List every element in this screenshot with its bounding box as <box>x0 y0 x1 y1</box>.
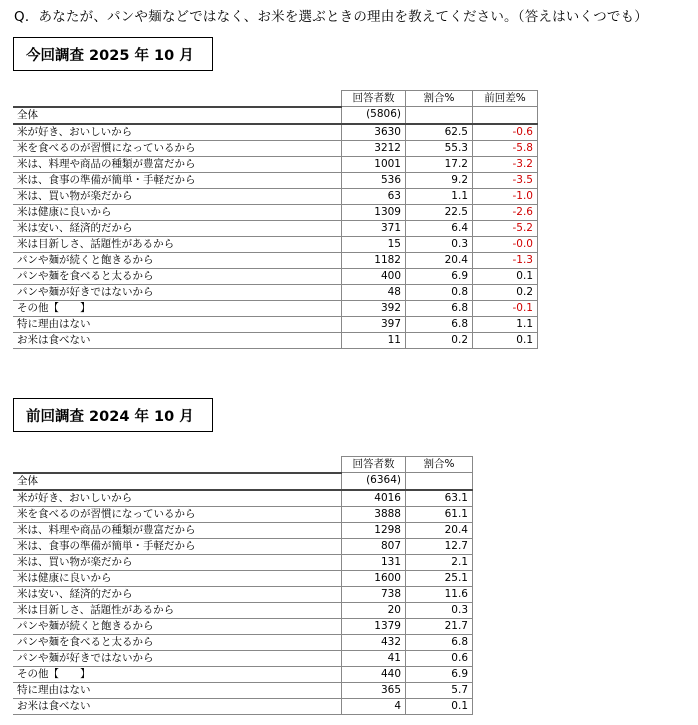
row-count: 20 <box>342 602 406 618</box>
row-pct: 17.2 <box>406 156 473 172</box>
table-row <box>13 300 538 316</box>
total-row <box>13 107 538 124</box>
total-pct-empty <box>406 107 473 124</box>
row-count: 400 <box>342 268 406 284</box>
table-row <box>13 698 473 714</box>
row-label: お米は食べない <box>13 698 342 714</box>
row-count: 397 <box>342 316 406 332</box>
row-pct: 22.5 <box>406 204 473 220</box>
table-row <box>13 252 538 268</box>
row-label: 米が好き、おいしいから <box>13 490 342 507</box>
header-pct: 割合% <box>406 457 473 473</box>
row-count: 536 <box>342 172 406 188</box>
row-pct: 61.1 <box>406 506 473 522</box>
row-diff: -5.2 <box>473 220 538 236</box>
row-count: 365 <box>342 682 406 698</box>
row-count: 48 <box>342 284 406 300</box>
header-count: 回答者数 <box>342 457 406 473</box>
row-pct: 6.4 <box>406 220 473 236</box>
row-diff: 0.2 <box>473 284 538 300</box>
row-pct: 20.4 <box>406 522 473 538</box>
row-label: パンや麺を食べると太るから <box>13 634 342 650</box>
row-label: 米は健康に良いから <box>13 570 342 586</box>
row-diff: -3.5 <box>473 172 538 188</box>
current-survey-title: 今回調査 2025 年 10 月 <box>13 37 213 71</box>
row-count: 4016 <box>342 490 406 507</box>
row-diff: -2.6 <box>473 204 538 220</box>
row-pct: 0.1 <box>406 698 473 714</box>
table-row <box>13 220 538 236</box>
row-label: 米は、買い物が楽だから <box>13 188 342 204</box>
row-diff: -1.3 <box>473 252 538 268</box>
table-row <box>13 602 473 618</box>
current-survey-table <box>13 90 538 349</box>
header-pct: 割合% <box>406 91 473 107</box>
row-pct: 12.7 <box>406 538 473 554</box>
row-count: 738 <box>342 586 406 602</box>
row-pct: 2.1 <box>406 554 473 570</box>
row-count: 1182 <box>342 252 406 268</box>
total-row <box>13 473 473 490</box>
table-row <box>13 316 538 332</box>
row-pct: 11.6 <box>406 586 473 602</box>
table-row <box>13 284 538 300</box>
table-row <box>13 268 538 284</box>
row-count: 1379 <box>342 618 406 634</box>
table-row <box>13 506 473 522</box>
row-count: 1309 <box>342 204 406 220</box>
row-label: 米は、買い物が楽だから <box>13 554 342 570</box>
row-label: パンや麺が続くと飽きるから <box>13 252 342 268</box>
row-pct: 20.4 <box>406 252 473 268</box>
row-label: 米は、食事の準備が簡単・手軽だから <box>13 538 342 554</box>
row-label: パンや麺が好きではないから <box>13 650 342 666</box>
table-row <box>13 236 538 252</box>
total-label: 全体 <box>13 473 342 490</box>
row-pct: 6.8 <box>406 634 473 650</box>
row-label: 米が好き、おいしいから <box>13 124 342 141</box>
table-row <box>13 140 538 156</box>
row-label: お米は食べない <box>13 332 342 348</box>
row-count: 3212 <box>342 140 406 156</box>
table-row <box>13 156 538 172</box>
row-count: 1600 <box>342 570 406 586</box>
table-row <box>13 570 473 586</box>
table-row <box>13 666 473 682</box>
row-pct: 25.1 <box>406 570 473 586</box>
row-pct: 0.3 <box>406 602 473 618</box>
row-diff: -0.1 <box>473 300 538 316</box>
row-count: 4 <box>342 698 406 714</box>
row-label: パンや麺が好きではないから <box>13 284 342 300</box>
row-diff: -3.2 <box>473 156 538 172</box>
row-pct: 55.3 <box>406 140 473 156</box>
header-blank <box>13 457 342 473</box>
row-label: 米は安い、経済的だから <box>13 586 342 602</box>
row-diff: -0.6 <box>473 124 538 141</box>
table-row <box>13 522 473 538</box>
table-row <box>13 538 473 554</box>
row-label: 米は健康に良いから <box>13 204 342 220</box>
previous-survey-table <box>13 456 473 715</box>
row-label: 特に理由はない <box>13 316 342 332</box>
row-pct: 9.2 <box>406 172 473 188</box>
row-diff: -5.8 <box>473 140 538 156</box>
row-pct: 1.1 <box>406 188 473 204</box>
row-label: 米は目新しさ、話題性があるから <box>13 602 342 618</box>
row-count: 1001 <box>342 156 406 172</box>
row-label: 米は、食事の準備が簡単・手軽だから <box>13 172 342 188</box>
row-label: その他【 】 <box>13 666 342 682</box>
row-count: 63 <box>342 188 406 204</box>
table-row <box>13 124 538 141</box>
row-diff: 0.1 <box>473 268 538 284</box>
row-pct: 0.8 <box>406 284 473 300</box>
total-label: 全体 <box>13 107 342 124</box>
total-pct-empty <box>406 473 473 490</box>
header-diff: 前回差% <box>473 91 538 107</box>
table-row <box>13 650 473 666</box>
row-label: パンや麺を食べると太るから <box>13 268 342 284</box>
header-row <box>13 457 473 473</box>
table-row <box>13 618 473 634</box>
row-count: 11 <box>342 332 406 348</box>
header-row <box>13 91 538 107</box>
total-count: (5806) <box>342 107 406 124</box>
header-count: 回答者数 <box>342 91 406 107</box>
row-count: 3888 <box>342 506 406 522</box>
row-label: 米は安い、経済的だから <box>13 220 342 236</box>
row-pct: 6.9 <box>406 666 473 682</box>
row-label: 米を食べるのが習慣になっているから <box>13 506 342 522</box>
row-pct: 6.8 <box>406 316 473 332</box>
table-row <box>13 554 473 570</box>
row-count: 432 <box>342 634 406 650</box>
total-diff-empty <box>473 107 538 124</box>
row-pct: 0.3 <box>406 236 473 252</box>
row-count: 807 <box>342 538 406 554</box>
table-row <box>13 586 473 602</box>
row-count: 131 <box>342 554 406 570</box>
row-pct: 62.5 <box>406 124 473 141</box>
row-pct: 21.7 <box>406 618 473 634</box>
row-label: その他【 】 <box>13 300 342 316</box>
row-diff: 0.1 <box>473 332 538 348</box>
row-pct: 0.6 <box>406 650 473 666</box>
row-count: 41 <box>342 650 406 666</box>
question-text: Q．あなたが、パンや麺などではなく、お米を選ぶときの理由を教えてください。（答えはいくつでも） <box>14 9 649 25</box>
row-diff: -0.0 <box>473 236 538 252</box>
row-count: 15 <box>342 236 406 252</box>
row-count: 440 <box>342 666 406 682</box>
row-count: 392 <box>342 300 406 316</box>
row-count: 1298 <box>342 522 406 538</box>
previous-survey-title: 前回調査 2024 年 10 月 <box>13 398 213 432</box>
header-blank <box>13 91 342 107</box>
row-label: 米は、料理や商品の種類が豊富だから <box>13 522 342 538</box>
table-row <box>13 188 538 204</box>
row-label: 米を食べるのが習慣になっているから <box>13 140 342 156</box>
table-row <box>13 172 538 188</box>
row-pct: 0.2 <box>406 332 473 348</box>
table-row <box>13 490 473 507</box>
row-count: 3630 <box>342 124 406 141</box>
row-pct: 6.9 <box>406 268 473 284</box>
table-row <box>13 332 538 348</box>
row-label: 米は目新しさ、話題性があるから <box>13 236 342 252</box>
row-count: 371 <box>342 220 406 236</box>
row-diff: -1.0 <box>473 188 538 204</box>
row-pct: 5.7 <box>406 682 473 698</box>
table-row <box>13 204 538 220</box>
row-pct: 6.8 <box>406 300 473 316</box>
row-label: 特に理由はない <box>13 682 342 698</box>
table-row <box>13 682 473 698</box>
total-count: (6364) <box>342 473 406 490</box>
row-pct: 63.1 <box>406 490 473 507</box>
table-row <box>13 634 473 650</box>
row-label: 米は、料理や商品の種類が豊富だから <box>13 156 342 172</box>
row-label: パンや麺が続くと飽きるから <box>13 618 342 634</box>
row-diff: 1.1 <box>473 316 538 332</box>
